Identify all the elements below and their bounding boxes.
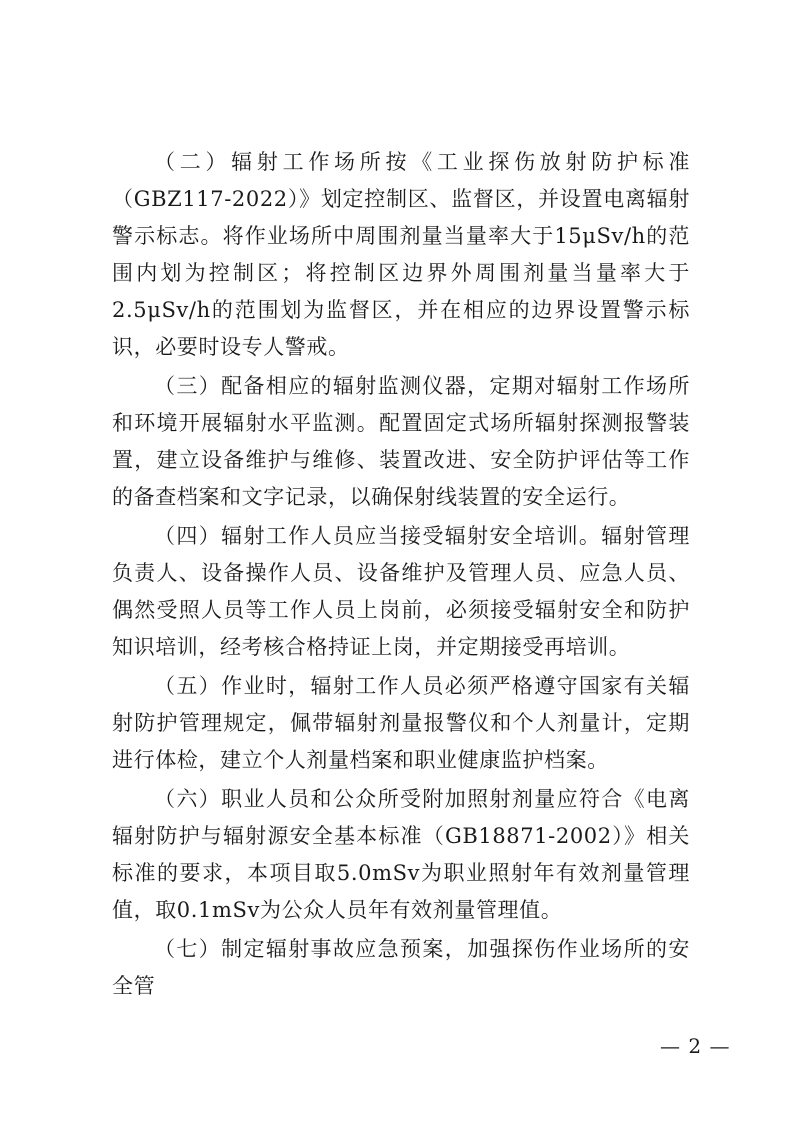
paragraph-3: （三）配备相应的辐射监测仪器，定期对辐射工作场所和环境开展辐射水平监测。配置固定式场所辐射探测报警装置，建立设备维护与维修、装置改进、安全防护评估等工作的备查档案和文字记录，以确保射线装置的安全运行。 bbox=[112, 374, 690, 509]
paragraph-4: （四）辐射工作人员应当接受辐射安全培训。辐射管理负责人、设备操作人员、设备维护及管理人员、应急人员、偶然受照人员等工作人员上岗前，必须接受辐射安全和防护知识培训，经考核合格持证上岗，并定期接受再培训。 bbox=[112, 524, 690, 659]
paragraph-2: （二）辐射工作场所按《工业探伤放射防护标准（GBZ117-2022）》划定控制区、监督区，并设置电离辐射警示标志。将作业场所中周围剂量当量率大于15μSv/h的范围内划为控制区；将控制区边界外周围剂量当量率大于2.5μSv/h的范围划为监督区，并在相应的边界设置警示标识，必要时设专人警戒。 bbox=[112, 150, 690, 359]
paragraph-5: （五）作业时，辐射工作人员必须严格遵守国家有关辐射防护管理规定，佩带辐射剂量报警仪和个人剂量计，定期进行体检，建立个人剂量档案和职业健康监护档案。 bbox=[112, 674, 690, 772]
page-number: — 2 — bbox=[660, 1034, 731, 1058]
body-text bbox=[112, 144, 690, 1007]
paragraph-7: （七）制定辐射事故应急预案，加强探伤作业场所的安全管 bbox=[112, 937, 690, 998]
paragraph-6: （六）职业人员和公众所受附加照射剂量应符合《电离辐射防护与辐射源安全基本标准（GB18871-2002）》相关标准的要求，本项目取5.0mSv为职业照射年有效剂量管理值，取0.1mSv为公众人员年有效剂量管理值。 bbox=[112, 787, 690, 922]
